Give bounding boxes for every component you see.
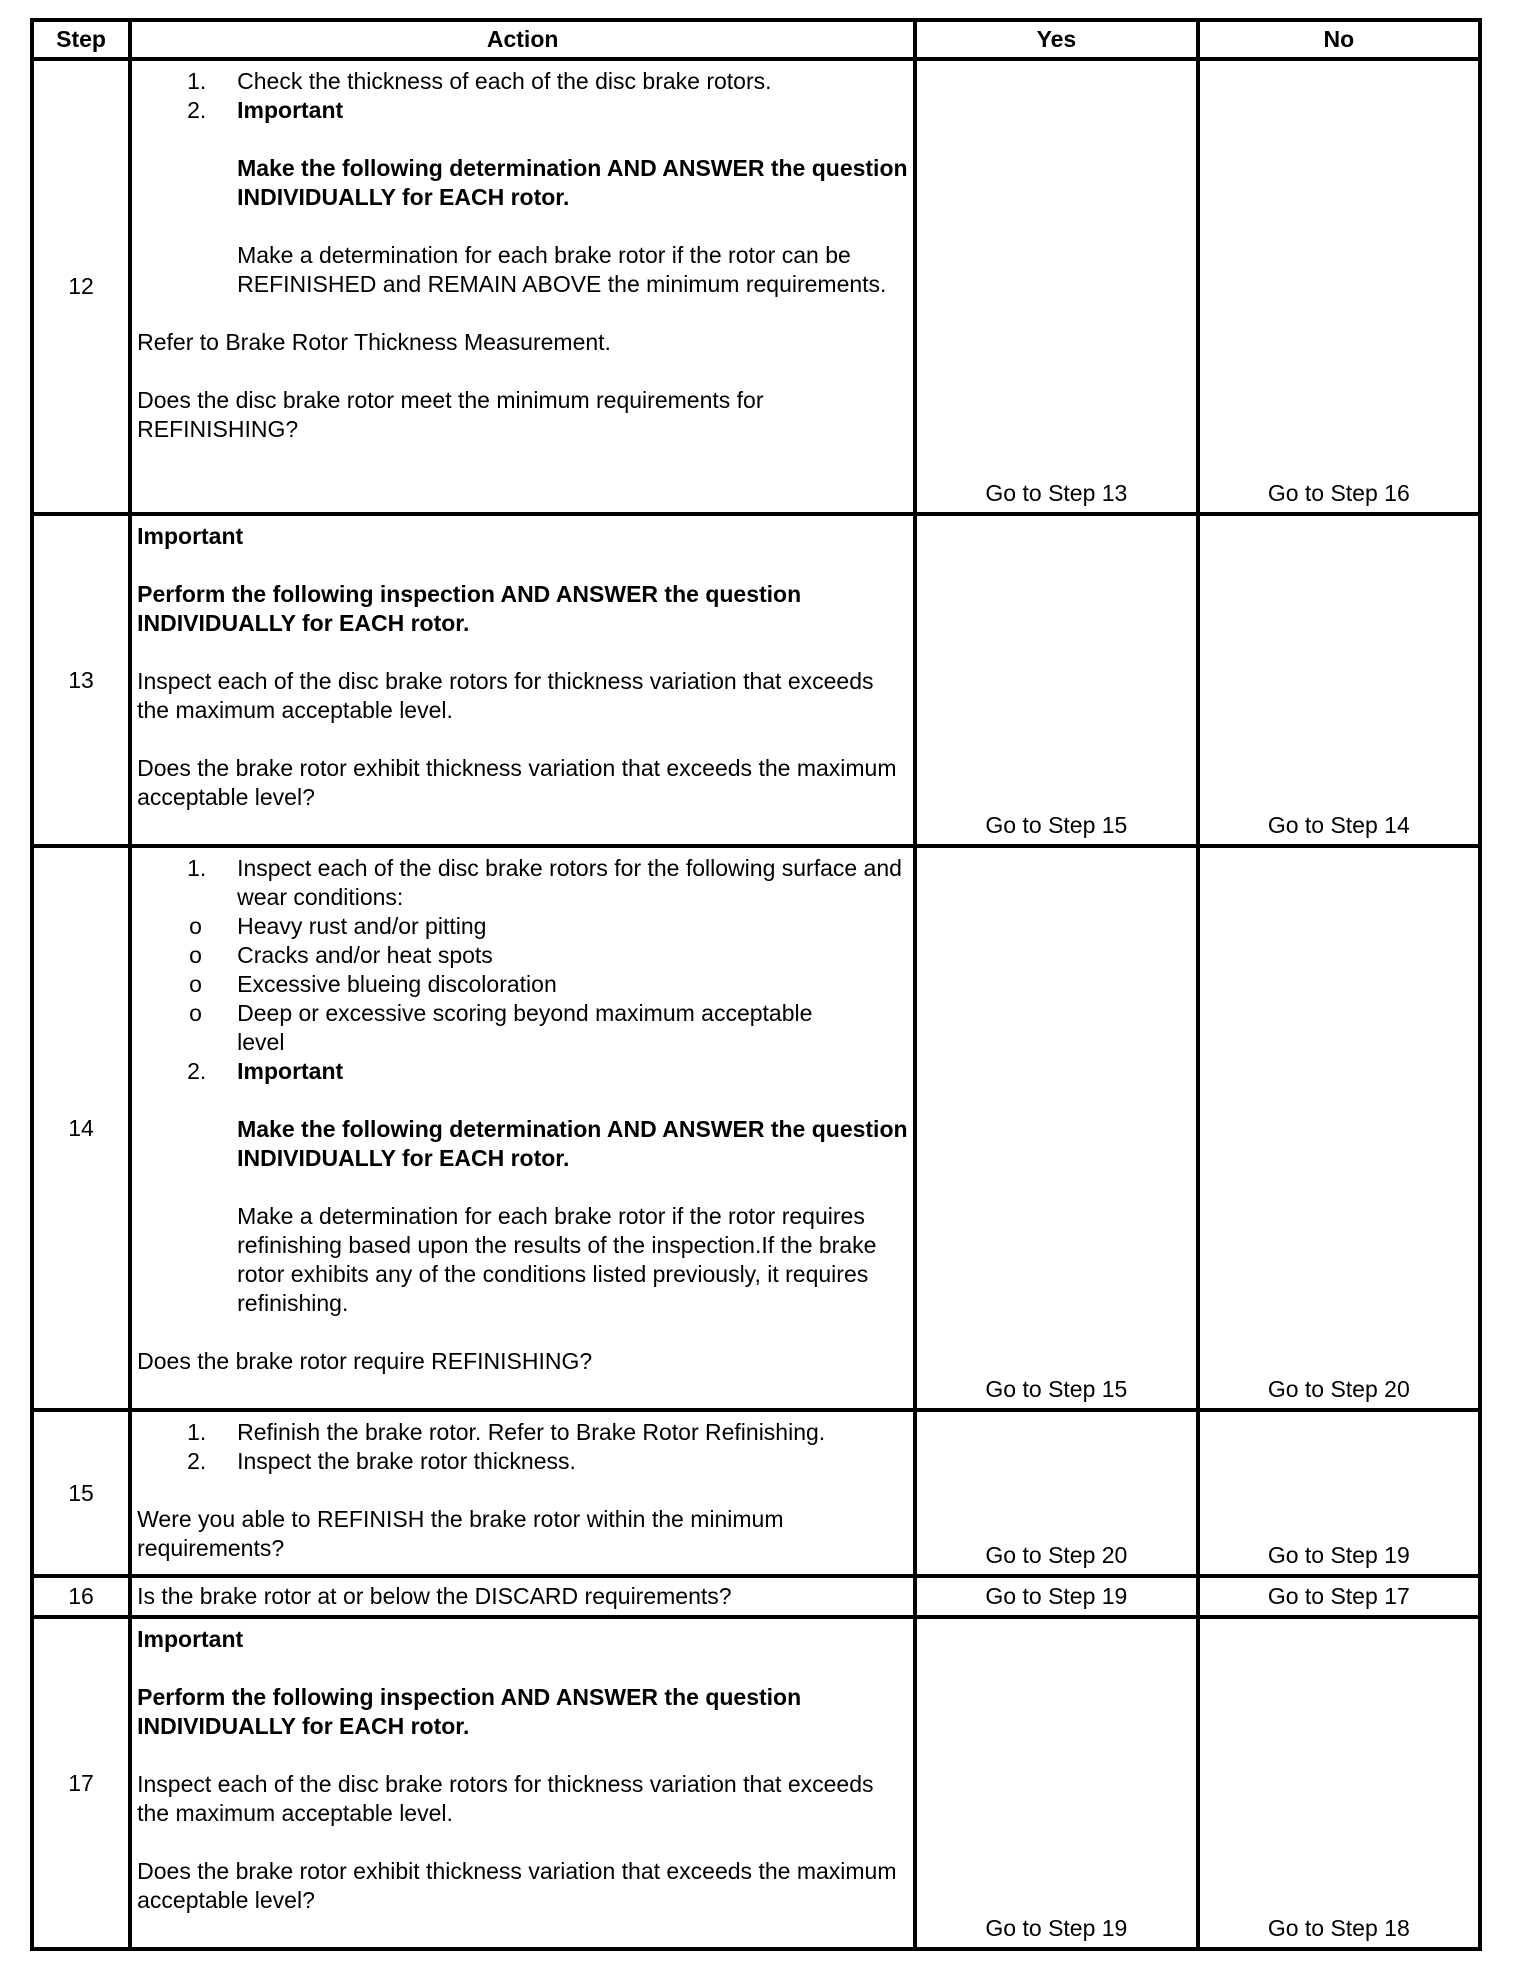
yes-result: Go to Step 20: [915, 1410, 1197, 1576]
list-item: [137, 1057, 909, 1318]
list-item: [137, 1447, 909, 1476]
step-number: 16: [32, 1576, 130, 1617]
step-action: [130, 59, 915, 514]
yes-result: Go to Step 15: [915, 846, 1197, 1410]
diagnostic-table: [30, 18, 1482, 1951]
step-action: [130, 1576, 915, 1617]
circle-bullet-icon: o: [189, 1000, 202, 1026]
list-item: [137, 96, 909, 299]
yes-result: Go to Step 15: [915, 514, 1197, 846]
circle-bullet-icon: o: [189, 942, 202, 968]
yes-result: Go to Step 19: [915, 1576, 1197, 1617]
important-heading: Important: [137, 1626, 244, 1652]
item-number: 2.: [187, 1448, 207, 1474]
yes-result: Go to Step 13: [915, 59, 1197, 514]
step-number: 17: [32, 1617, 130, 1949]
determination-text: Make a determination for each brake rotor if the rotor requires refinishing based upon the results of the inspection.If the brake rotor exhibits any of the conditions listed previously, it requires refinishing.: [237, 1203, 877, 1316]
important-heading: Important: [237, 1058, 344, 1084]
circle-bullet-icon: o: [189, 913, 202, 939]
header-row: [32, 20, 1480, 59]
question-text: Does the brake rotor require REFINISHING?: [137, 1348, 593, 1374]
no-result: Go to Step 19: [1198, 1410, 1480, 1576]
no-result: Go to Step 20: [1198, 846, 1480, 1410]
step-row-15: [32, 1410, 1480, 1576]
item-number: 1.: [187, 1419, 207, 1445]
condition-item: [137, 912, 909, 941]
step-number: 15: [32, 1410, 130, 1576]
condition-text: Excessive blueing discoloration: [237, 971, 557, 997]
important-note: Make the following determination AND ANSWER the question INDIVIDUALLY for EACH rotor.: [237, 1116, 908, 1171]
condition-item: [137, 970, 909, 999]
numbered-list: [137, 67, 909, 299]
instruction-text: Inspect each of the disc brake rotors for thickness variation that exceeds the maximum acceptable level.: [137, 1771, 874, 1826]
question-text: Does the brake rotor exhibit thickness variation that exceeds the maximum acceptable level?: [137, 1858, 897, 1913]
no-result: Go to Step 18: [1198, 1617, 1480, 1949]
important-note: Perform the following inspection AND ANSWER the question INDIVIDUALLY for EACH rotor.: [137, 1684, 802, 1739]
step-number: 14: [32, 846, 130, 1410]
step-row-17: [32, 1617, 1480, 1949]
header-step: Step: [32, 20, 130, 59]
item-number: 2.: [187, 1058, 207, 1084]
step-action: [130, 846, 915, 1410]
step-row-12: [32, 59, 1480, 514]
important-note: Make the following determination AND ANSWER the question INDIVIDUALLY for EACH rotor.: [237, 155, 908, 210]
condition-item: [137, 941, 909, 970]
numbered-list: [137, 1418, 909, 1476]
condition-text: Deep or excessive scoring beyond maximum acceptable level: [237, 1000, 813, 1055]
step-action: [130, 1410, 915, 1576]
step-action: [130, 1617, 915, 1949]
refer-text: Refer to Brake Rotor Thickness Measurement.: [137, 329, 611, 355]
list-item: [137, 67, 909, 96]
no-result: Go to Step 17: [1198, 1576, 1480, 1617]
step-number: 13: [32, 514, 130, 846]
question-text: Were you able to REFINISH the brake rotor within the minimum requirements?: [137, 1506, 784, 1561]
determination-text: Make a determination for each brake rotor if the rotor can be REFINISHED and REMAIN ABOVE the minimum requirements.: [237, 242, 887, 297]
item-text: Refinish the brake rotor. Refer to Brake Rotor Refinishing.: [237, 1419, 826, 1445]
step-number: 12: [32, 59, 130, 514]
header-no: No: [1198, 20, 1480, 59]
circle-bullet-icon: o: [189, 971, 202, 997]
no-result: Go to Step 14: [1198, 514, 1480, 846]
item-text: Inspect the brake rotor thickness.: [237, 1448, 576, 1474]
item-number: 2.: [187, 97, 207, 123]
condition-text: Cracks and/or heat spots: [237, 942, 493, 968]
item-number: 1.: [187, 68, 207, 94]
question-text: Does the brake rotor exhibit thickness variation that exceeds the maximum acceptable level?: [137, 755, 897, 810]
item-number: 1.: [187, 855, 207, 881]
question-text: Is the brake rotor at or below the DISCARD requirements?: [137, 1583, 732, 1609]
instruction-text: Inspect each of the disc brake rotors for thickness variation that exceeds the maximum acceptable level.: [137, 668, 874, 723]
yes-result: Go to Step 19: [915, 1617, 1197, 1949]
numbered-list: [137, 854, 909, 1318]
question-text: Does the disc brake rotor meet the minimum requirements for REFINISHING?: [137, 387, 764, 442]
no-result: Go to Step 16: [1198, 59, 1480, 514]
condition-text: Heavy rust and/or pitting: [237, 913, 487, 939]
important-heading: Important: [137, 523, 244, 549]
condition-list: [137, 912, 909, 1057]
list-item: [137, 854, 909, 1057]
step-action: [130, 514, 915, 846]
header-action: Action: [130, 20, 915, 59]
step-row-14: [32, 846, 1480, 1410]
item-text: Inspect each of the disc brake rotors for the following surface and wear conditions:: [237, 855, 902, 910]
list-item: [137, 1418, 909, 1447]
step-row-13: [32, 514, 1480, 846]
condition-item: [137, 999, 909, 1057]
important-heading: Important: [237, 97, 344, 123]
item-text: Check the thickness of each of the disc brake rotors.: [237, 68, 772, 94]
header-yes: Yes: [915, 20, 1197, 59]
step-row-16: [32, 1576, 1480, 1617]
important-note: Perform the following inspection AND ANSWER the question INDIVIDUALLY for EACH rotor.: [137, 581, 802, 636]
